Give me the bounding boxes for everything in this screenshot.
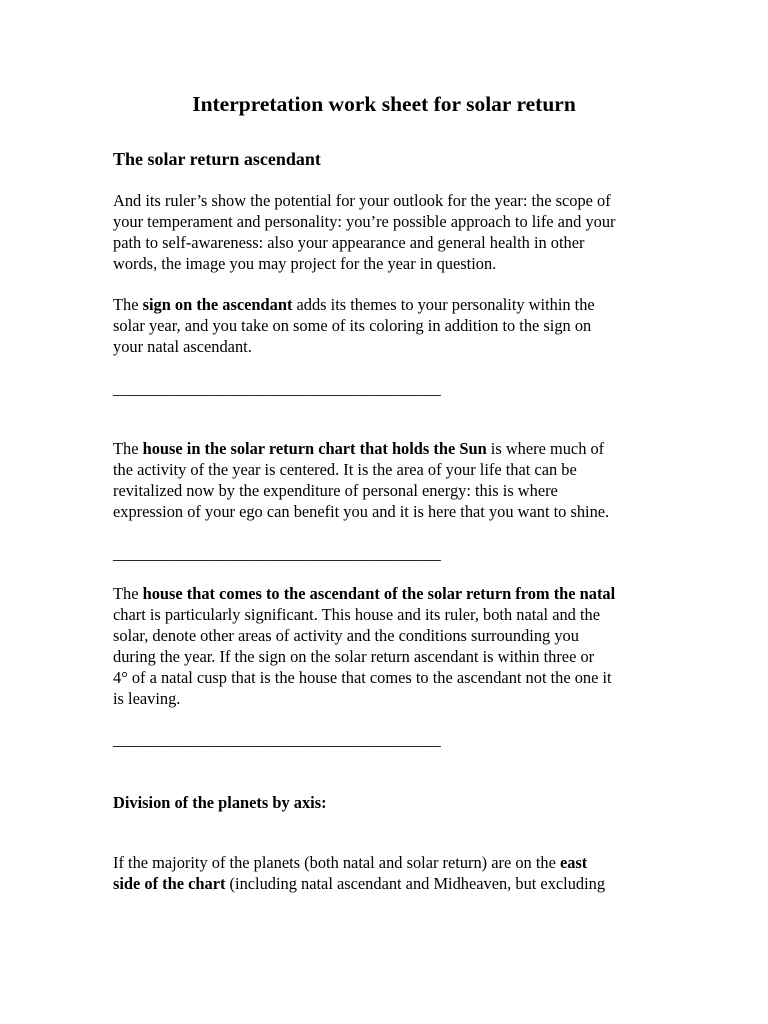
house-line-4: during the year. If the sign on the solar return ascendant is within three or <box>113 647 595 666</box>
sign-line-3: your natal ascendant. <box>113 337 252 356</box>
intro-paragraph <box>113 190 661 274</box>
sun-paragraph <box>113 438 661 522</box>
house-line-6: is leaving. <box>113 689 181 708</box>
house-line-5: 4° of a natal cusp that is the house that comes to the ascendant not the one it <box>113 668 612 687</box>
intro-line-2: your temperament and personality: you’re possible approach to life and your <box>113 212 616 231</box>
section-heading: The solar return ascendant <box>113 149 321 169</box>
house-line-1: The house that comes to the ascendant of the solar return from the natal <box>113 584 616 603</box>
house-line-2: chart is particularly significant. This house and its ruler, both natal and the <box>113 605 600 624</box>
house-emphasis: house that comes to the ascendant of the solar return from the natal <box>142 584 616 603</box>
page-title: Interpretation work sheet for solar return <box>192 92 576 116</box>
answer-line-3: ________________________________________ <box>113 730 441 749</box>
answer-line-1: ________________________________________ <box>113 379 441 398</box>
sign-line-2: solar year, and you take on some of its coloring in addition to the sign on <box>113 316 592 335</box>
intro-line-3: path to self-awareness: also your appearance and general health in other <box>113 233 585 252</box>
sun-emphasis: house in the solar return chart that holds the Sun <box>142 439 487 458</box>
majority-line-1: If the majority of the planets (both natal and solar return) are on the east <box>113 853 588 872</box>
sun-line-3: revitalized now by the expenditure of personal energy: this is where <box>113 481 558 500</box>
division-heading: Division of the planets by axis: <box>113 793 327 812</box>
majority-paragraph <box>113 852 661 894</box>
majority-line-2: side of the chart (including natal ascendant and Midheaven, but excluding <box>113 874 606 893</box>
house-paragraph <box>113 583 661 709</box>
house-line-3: solar, denote other areas of activity and the conditions surrounding you <box>113 626 579 645</box>
sun-line-1: The house in the solar return chart that holds the Sun is where much of <box>113 439 605 458</box>
answer-line-2: ________________________________________ <box>113 544 441 563</box>
intro-line-1: And its ruler’s show the potential for your outlook for the year: the scope of <box>113 191 611 210</box>
sign-paragraph <box>113 294 661 357</box>
sign-emphasis: sign on the ascendant <box>142 295 293 314</box>
side-emphasis: side of the chart <box>113 874 226 893</box>
sign-line-1: The sign on the ascendant adds its themes to your personality within the <box>113 295 595 314</box>
east-emphasis: east <box>559 853 588 872</box>
intro-line-4: words, the image you may project for the year in question. <box>113 254 497 273</box>
sun-line-4: expression of your ego can benefit you and it is here that you want to shine. <box>113 502 610 521</box>
sun-line-2: the activity of the year is centered. It is the area of your life that can be <box>113 460 577 479</box>
